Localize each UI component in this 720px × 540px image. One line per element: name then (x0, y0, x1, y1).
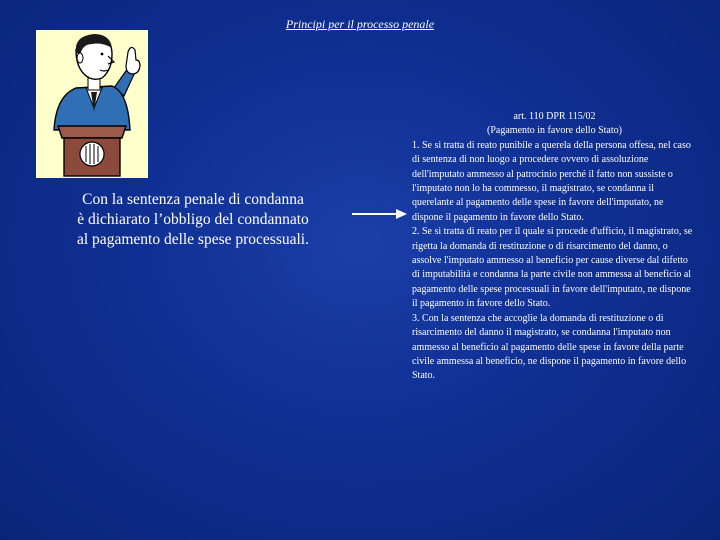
article-paragraph: 3. Con la sentenza che accoglie la domanda di restituzione o di risarcimento del danno il magistrato, se condanna l'imputato non ammesso al beneficio al pagamento delle spese in favore della parte civile ammessa al beneficio, ne dispone il pagamento in favore dello Stato. (412, 312, 687, 382)
right-arrow-icon (352, 206, 408, 222)
article-paragraph: 1. Se si tratta di reato punibile a querela della persona offesa, nel caso di sentenza di non luogo a procedere ovvero di assoluzione dell'imputato ammesso al patrocinio perché il fatto non sussiste o l'imputato non lo ha commesso, il magistrato, se condanna il querelante al pagamento delle spese in favore dell'imputato, ne dispone il pagamento in favore dello Stato. (412, 139, 691, 223)
main-statement-line: è dichiarato l’obbligo del condannato (77, 211, 309, 228)
main-statement-line: al pagamento delle spese processuali. (77, 231, 309, 248)
speaker-at-podium-icon (36, 30, 148, 178)
article-paragraph: 2. Se si tratta di reato per il quale si procede d'ufficio, il magistrato, se rigetta la domanda di restituzione o di risarcimento del danno, o assolve l'imputato ammesso al beneficio per cause diverse dal difetto di imputabilità e condanna la parte civile non ammessa al beneficio al pagamento delle spese processuali in favore dell'imputato, ne dispone il pagamento in favore dello Stato. (412, 226, 693, 310)
article-subheading: (Pagamento in favore dello Stato) (487, 125, 622, 137)
main-statement-line: Con la sentenza penale di condanna (82, 191, 304, 208)
slide-title: Principi per il processo penale (285, 17, 435, 31)
main-statement (38, 190, 348, 250)
article-text-block (412, 110, 697, 384)
article-heading: art. 110 DPR 115/02 (513, 111, 596, 122)
